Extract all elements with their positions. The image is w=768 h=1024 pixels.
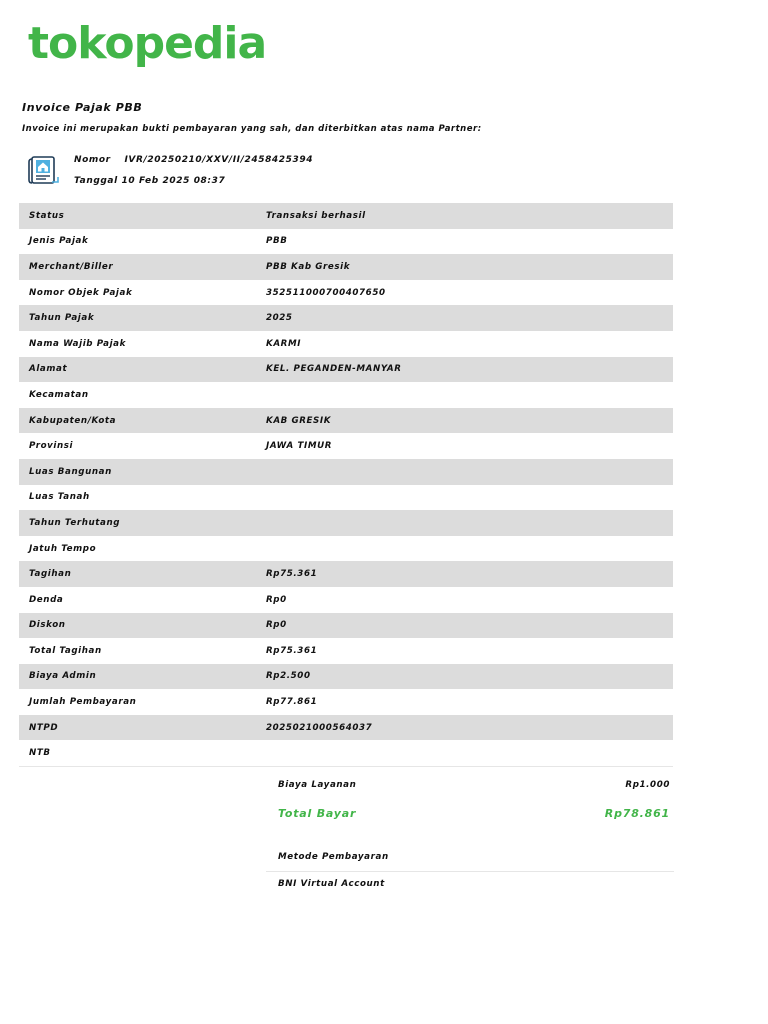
table-row bbox=[19, 510, 673, 536]
table-row bbox=[19, 331, 673, 357]
service-fee-row bbox=[278, 780, 670, 790]
table-row bbox=[19, 638, 673, 664]
table-divider bbox=[19, 766, 673, 767]
payment-method-label: Metode Pembayaran bbox=[278, 852, 389, 862]
tokopedia-logo: tokopedia bbox=[28, 18, 267, 69]
total-bayar-value: Rp78.861 bbox=[604, 807, 670, 820]
table-row bbox=[19, 305, 673, 331]
table-row bbox=[19, 280, 673, 306]
payment-method-value: BNI Virtual Account bbox=[278, 879, 385, 889]
row-label: Jumlah Pembayaran bbox=[29, 697, 137, 708]
row-label: Total Tagihan bbox=[29, 645, 102, 656]
row-value: KAB GRESIK bbox=[266, 415, 332, 426]
row-value: 2025021000564037 bbox=[266, 722, 373, 733]
row-value: KEL. PEGANDEN-MANYAR bbox=[266, 364, 402, 375]
row-value: Rp75.361 bbox=[266, 645, 318, 656]
row-value: Rp2.500 bbox=[266, 671, 311, 682]
row-label: Tahun Pajak bbox=[29, 313, 95, 324]
table-row bbox=[19, 613, 673, 639]
table-row bbox=[19, 689, 673, 715]
row-value: Rp75.361 bbox=[266, 569, 318, 580]
row-label: Tagihan bbox=[29, 569, 72, 580]
table-row bbox=[19, 536, 673, 562]
row-value: Transaksi berhasil bbox=[266, 210, 366, 221]
row-value: Rp77.861 bbox=[266, 697, 318, 708]
invoice-title: Invoice Pajak PBB bbox=[22, 101, 143, 114]
row-value: 352511000700407650 bbox=[266, 287, 386, 298]
payment-method-divider bbox=[266, 871, 674, 872]
service-fee-label: Biaya Layanan bbox=[278, 780, 357, 790]
table-row bbox=[19, 664, 673, 690]
row-label: Nomor Objek Pajak bbox=[29, 287, 133, 298]
total-bayar-label: Total Bayar bbox=[278, 807, 357, 820]
table-row bbox=[19, 254, 673, 280]
row-value: 2025 bbox=[266, 313, 293, 324]
row-label: Kabupaten/Kota bbox=[29, 415, 117, 426]
table-row bbox=[19, 561, 673, 587]
table-row bbox=[19, 587, 673, 613]
row-label: Status bbox=[29, 210, 65, 221]
row-value: Rp0 bbox=[266, 594, 287, 605]
table-row bbox=[19, 203, 673, 229]
table-row bbox=[19, 433, 673, 459]
table-row bbox=[19, 357, 673, 383]
service-fee-value: Rp1.000 bbox=[625, 780, 670, 790]
invoice-number: IVR/20250210/XXV/II/2458425394 bbox=[124, 155, 314, 165]
row-label: Kecamatan bbox=[29, 389, 89, 400]
row-value: Rp0 bbox=[266, 620, 287, 631]
house-document-icon bbox=[28, 154, 60, 186]
table-row bbox=[19, 459, 673, 485]
table-row bbox=[19, 229, 673, 255]
row-label: NTPD bbox=[29, 722, 59, 733]
row-label: Luas Tanah bbox=[29, 492, 90, 503]
table-row bbox=[19, 408, 673, 434]
table-row bbox=[19, 740, 673, 766]
row-label: Merchant/Biller bbox=[29, 261, 114, 272]
row-label: Jatuh Tempo bbox=[29, 543, 97, 554]
row-value: PBB Kab Gresik bbox=[266, 261, 351, 272]
row-label: Diskon bbox=[29, 620, 66, 631]
row-label: Tahun Terhutang bbox=[29, 517, 121, 528]
row-label: Biaya Admin bbox=[29, 671, 97, 682]
invoice-number-line bbox=[74, 155, 313, 165]
row-label: Nama Wajib Pajak bbox=[29, 338, 127, 349]
table-row bbox=[19, 485, 673, 511]
details-table bbox=[19, 203, 673, 766]
row-value: KARMI bbox=[266, 338, 302, 349]
invoice-number-label: Nomor bbox=[74, 155, 111, 165]
row-label: Luas Bangunan bbox=[29, 466, 112, 477]
row-label: Jenis Pajak bbox=[29, 236, 89, 247]
row-label: Provinsi bbox=[29, 441, 74, 452]
row-value: JAWA TIMUR bbox=[266, 441, 333, 452]
row-label: Alamat bbox=[29, 364, 68, 375]
invoice-date: Tanggal 10 Feb 2025 08:37 bbox=[74, 176, 226, 186]
table-row bbox=[19, 715, 673, 741]
row-label: NTB bbox=[29, 748, 51, 759]
row-label: Denda bbox=[29, 594, 64, 605]
row-value: PBB bbox=[266, 236, 288, 247]
table-row bbox=[19, 382, 673, 408]
total-bayar-row bbox=[278, 807, 670, 820]
invoice-subtitle: Invoice ini merupakan bukti pembayaran yang sah, dan diterbitkan atas nama Partner: bbox=[22, 124, 482, 134]
